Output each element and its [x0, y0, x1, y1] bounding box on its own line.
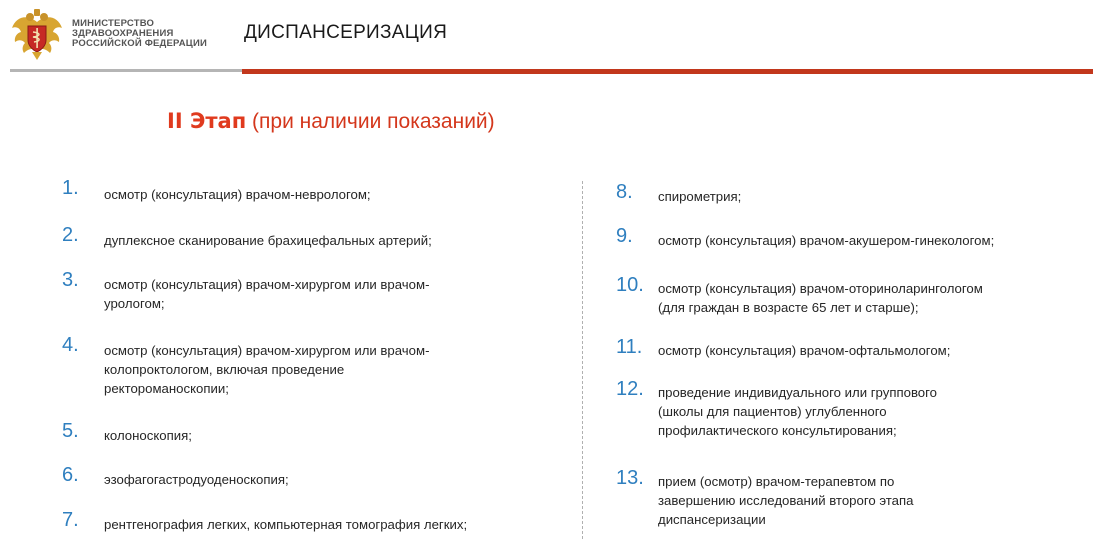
item-text: дуплексное сканирование брахицефальных артерий;	[104, 233, 432, 248]
item-number: 8.	[616, 181, 633, 203]
header	[0, 0, 1093, 80]
item-number: 2.	[62, 224, 79, 246]
item-number: 12.	[616, 378, 644, 400]
item-text: осмотр (консультация) врачом-офтальмологом;	[658, 343, 951, 358]
item-number: 5.	[62, 420, 79, 442]
stage-label: II Этап	[167, 109, 247, 133]
page-title: ДИСПАНСЕРИЗАЦИЯ	[244, 22, 448, 43]
item-number: 11.	[616, 336, 643, 358]
item-text: колоноскопия;	[104, 428, 192, 443]
item-text: (школы для пациентов) углубленного	[658, 404, 887, 419]
item-text: осмотр (консультация) врачом-хирургом или врачом-	[104, 277, 430, 292]
item-text: (для граждан в возрасте 65 лет и старше);	[658, 300, 919, 315]
ministry-name	[72, 19, 232, 49]
item-text: завершению исследований второго этапа	[658, 493, 914, 508]
item-text: рентгенография легких, компьютерная томография легких;	[104, 517, 468, 532]
item-number: 7.	[62, 509, 79, 531]
column-divider	[582, 181, 583, 539]
ministry-line: МИНИСТЕРСТВО	[72, 18, 155, 29]
header-divider-red	[242, 69, 1093, 74]
item-text: осмотр (консультация) врачом-оториноларингологом	[658, 281, 983, 296]
item-text: осмотр (консультация) врачом-неврологом;	[104, 187, 371, 202]
item-number: 9.	[616, 225, 633, 247]
item-number: 10.	[616, 274, 644, 296]
item-text: эзофагогастродуоденоскопия;	[104, 472, 289, 487]
ministry-line: РОССИЙСКОЙ ФЕДЕРАЦИИ	[72, 38, 208, 49]
stage-heading	[167, 109, 495, 134]
item-number: 1.	[62, 177, 79, 199]
stage-note: (при наличии показаний)	[252, 110, 495, 133]
item-text: профилактического консультирования;	[658, 423, 897, 438]
coat-of-arms-icon	[8, 6, 66, 64]
header-divider-gray	[10, 69, 242, 72]
item-text: ректороманоскопии;	[104, 381, 229, 396]
ministry-line: ЗДРАВООХРАНЕНИЯ	[72, 28, 174, 39]
item-text: колопроктологом, включая проведение	[104, 362, 345, 377]
item-number: 13.	[616, 467, 644, 489]
item-text: проведение индивидуального или группового	[658, 385, 937, 400]
item-text: прием (осмотр) врачом-терапевтом по	[658, 474, 895, 489]
item-number: 6.	[62, 464, 79, 486]
item-number: 4.	[62, 334, 79, 356]
item-text: осмотр (консультация) врачом-акушером-гинекологом;	[658, 233, 995, 248]
item-text: осмотр (консультация) врачом-хирургом или врачом-	[104, 343, 430, 358]
item-text: спирометрия;	[658, 189, 742, 204]
item-number: 3.	[62, 269, 79, 291]
item-text: урологом;	[104, 296, 165, 311]
item-text: диспансеризации	[658, 512, 766, 527]
